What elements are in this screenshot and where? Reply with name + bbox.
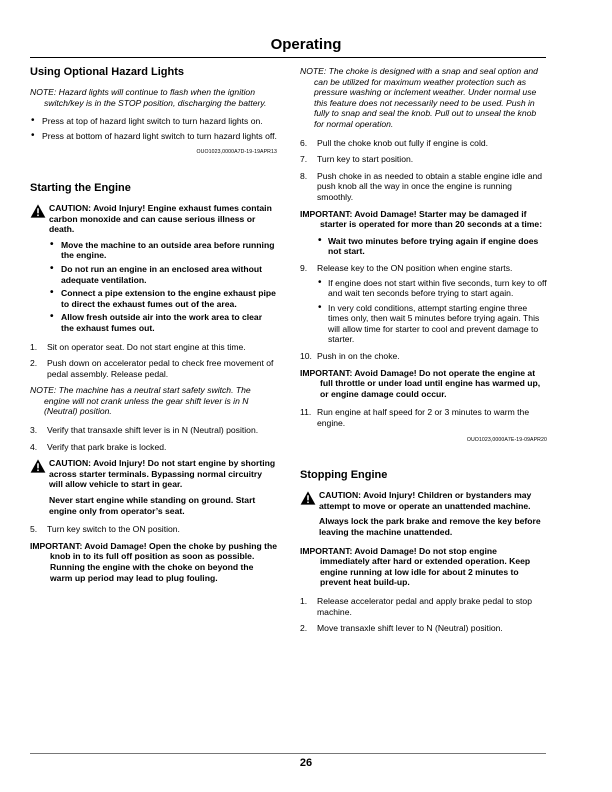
page-number: 26 xyxy=(299,757,313,769)
step-number: 6. xyxy=(300,137,308,148)
title-divider xyxy=(30,57,546,58)
caution-unattended-text-2: Always lock the park brake and remove the key before leaving the machine unattended. xyxy=(319,516,541,537)
step-11 xyxy=(300,407,547,428)
step-1 xyxy=(30,342,277,353)
important-warmup: IMPORTANT: Avoid Damage! Do not operate the engine at full throttle or under load until engine has warmed up, or engine damage could occur. xyxy=(300,367,541,399)
step-text: Push choke in as needed to obtain a stable engine idle and push knob all the way in once the engine is running smoothly. xyxy=(317,170,543,202)
step-number: 5. xyxy=(30,524,38,535)
step-7 xyxy=(300,154,547,165)
starting-engine-section xyxy=(30,182,277,583)
list-item: • Connect a pipe extension to the engine exhaust pipe to direct the exhaust fumes out of the area. xyxy=(49,288,277,309)
right-column xyxy=(300,66,547,640)
reference-code: OUO1023,0000A7D-19-19APR13 xyxy=(196,149,277,156)
starting-engine-heading: Starting the Engine xyxy=(30,181,131,194)
list-item: • Move the machine to an outside area before running the engine. xyxy=(49,240,277,261)
stop-step-1 xyxy=(300,596,547,617)
caution-starter-text: CAUTION: Avoid Injury! Do not start engine by shorting across starter terminals. Bypassing normal circuitry will allow vehicle to start in gear. xyxy=(49,458,276,490)
important-cooldown: IMPORTANT: Avoid Damage! Do not stop engine immediately after hard or extended operation. Keep engine running at low idle for about 2 minutes to prevent heat build-up. xyxy=(300,545,531,588)
step-10 xyxy=(300,351,547,362)
step-6 xyxy=(300,138,547,149)
step-8 xyxy=(300,171,547,203)
caution-exhaust-block xyxy=(30,203,277,334)
list-item: • Allow fresh outside air into the work area to clear the exhaust fumes out. xyxy=(49,312,277,333)
step-number: 9. xyxy=(300,262,308,273)
step-4 xyxy=(30,442,277,453)
step-text: Move transaxle shift lever to N (Neutral) position. xyxy=(317,623,503,634)
important-starter: IMPORTANT: Avoid Damage! Starter may be damaged if starter is operated for more than 20 seconds at a time: xyxy=(300,208,543,230)
step-number: 1. xyxy=(30,341,38,352)
step-text: Turn key switch to the ON position. xyxy=(47,524,180,535)
warning-triangle-icon xyxy=(30,204,46,218)
hazard-lights-list xyxy=(30,116,277,141)
reference-code: OUO1023,0000A7E-19-09APR20 xyxy=(466,436,547,443)
stopping-engine-heading: Stopping Engine xyxy=(300,469,388,482)
list-item: • Do not run an engine in an enclosed area without adequate ventilation. xyxy=(49,264,277,285)
caution-unattended-text: CAUTION: Avoid Injury! Children or bystanders may attempt to move or operate an unattended machine. xyxy=(319,490,532,511)
list-item: • Wait two minutes before trying again if engine does not start. xyxy=(318,236,547,257)
important-starter-list xyxy=(318,236,547,257)
step-text: Push down on accelerator pedal to check free movement of pedal assembly. Release pedal. xyxy=(47,358,274,379)
step-text: Verify that park brake is locked. xyxy=(47,441,167,452)
list-item: • Press at bottom of hazard light switch to turn hazard lights off. xyxy=(30,131,277,142)
step-number: 2. xyxy=(30,358,38,369)
step-text: Sit on operator seat. Do not start engine at this time. xyxy=(47,341,246,352)
step-text: Turn key to start position. xyxy=(317,154,414,165)
footer-divider xyxy=(30,753,546,754)
list-item: • In very cold conditions, attempt starting engine three times only, then wait 5 minutes before trying again. This will allow time for starter to cool and prevent damage to starter. xyxy=(318,303,547,345)
step-text: Pull the choke knob out fully if engine is cold. xyxy=(317,137,489,148)
step-number: 7. xyxy=(300,154,308,165)
step-9-list xyxy=(318,278,547,346)
caution-starter-block xyxy=(30,458,277,516)
step-9 xyxy=(300,263,547,274)
caution-exhaust-text: CAUTION: Avoid Injury! Engine exhaust fumes contain carbon monoxide and can cause serious illness or death. xyxy=(49,202,272,235)
step-number: 10. xyxy=(300,351,312,362)
choke-note: NOTE: The choke is designed with a snap and seal option and can be utilized for maximum weather protection such as pressure washing or inclement weather. Under normal use this feature does not necessarily need to be used. Push in fully to snap and seal the knob. Pull out to unseal the knob for normal operation. xyxy=(300,66,538,129)
step-2 xyxy=(30,358,277,379)
step-text: Release accelerator pedal and apply brake pedal to stop machine. xyxy=(317,595,532,617)
neutral-switch-note: NOTE: The machine has a neutral start safety switch. The engine will not crank unless the gear shift lever is in N (Neutral) position. xyxy=(30,385,251,417)
left-column xyxy=(30,66,277,591)
step-text: Push in on the choke. xyxy=(317,351,400,362)
caution-exhaust-list xyxy=(49,240,277,334)
hazard-lights-heading: Using Optional Hazard Lights xyxy=(30,66,185,78)
step-number: 11. xyxy=(300,407,312,418)
step-number: 4. xyxy=(30,441,38,452)
list-item: • If engine does not start within five seconds, turn key to off and wait ten seconds before trying to start again. xyxy=(318,278,547,299)
step-number: 2. xyxy=(300,623,308,634)
step-text: Release key to the ON position when engine starts. xyxy=(317,262,513,273)
hazard-lights-section xyxy=(30,66,277,158)
stopping-engine-section xyxy=(300,469,547,634)
step-text: Verify that transaxle shift lever is in N (Neutral) position. xyxy=(47,425,259,436)
warning-triangle-icon xyxy=(30,459,46,473)
hazard-lights-note: NOTE: Hazard lights will continue to flash when the ignition switch/key is in the STOP position, discharging the battery. xyxy=(30,87,267,108)
step-5 xyxy=(30,524,277,535)
step-number: 1. xyxy=(300,595,308,606)
caution-starter-text-2: Never start engine while standing on ground. Start engine only from operator’s seat. xyxy=(49,495,256,516)
warning-triangle-icon xyxy=(300,491,316,505)
page-title: Operating xyxy=(270,36,342,53)
caution-unattended-block xyxy=(300,490,547,537)
step-3 xyxy=(30,425,277,436)
stop-step-2 xyxy=(300,623,547,634)
step-number: 8. xyxy=(300,170,308,181)
important-choke: IMPORTANT: Avoid Damage! Open the choke by pushing the knob in to its full off position as soon as possible. Running the engine with the choke on beyond the warm up period may lead to plug fouling. xyxy=(30,540,278,583)
step-text: Run engine at half speed for 2 or 3 minutes to warm the engine. xyxy=(317,407,530,429)
step-number: 3. xyxy=(30,425,38,436)
list-item: • Press at top of hazard light switch to turn hazard lights on. xyxy=(30,116,277,127)
